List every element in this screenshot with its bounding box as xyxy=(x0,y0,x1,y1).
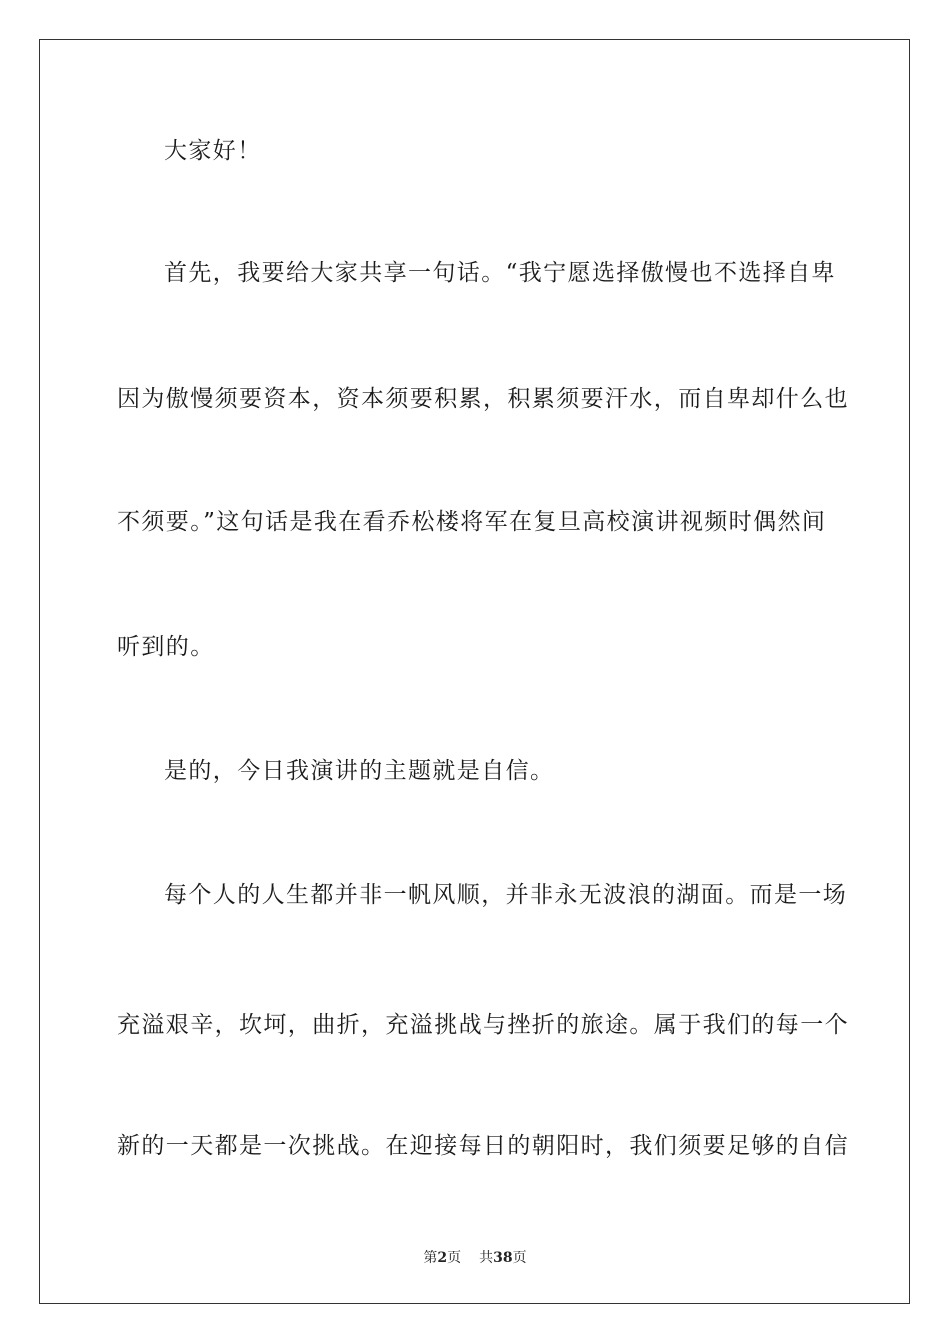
page-footer xyxy=(0,1247,950,1267)
page-frame xyxy=(39,39,910,1304)
total-prefix: 共 xyxy=(479,1250,494,1266)
page-current: 2 xyxy=(437,1250,448,1266)
paragraph-line: 不须要。”这句话是我在看乔松楼将军在复旦高校演讲视频时偶然间 xyxy=(117,509,827,535)
page-prefix: 第 xyxy=(423,1250,438,1266)
paragraph-line: 听到的。 xyxy=(117,634,215,660)
page-suffix: 页 xyxy=(447,1250,462,1266)
total-pages: 38 xyxy=(493,1250,513,1266)
total-suffix: 页 xyxy=(512,1250,527,1266)
paragraph-line: 首先，我要给大家共享一句话。“我宁愿选择傲慢也不选择自卑 xyxy=(164,260,836,286)
greeting-line: 大家好！ xyxy=(164,138,262,164)
paragraph-line: 新的一天都是一次挑战。在迎接每日的朝阳时，我们须要足够的自信 xyxy=(117,1133,849,1159)
paragraph-line: 充溢艰辛，坎坷，曲折，充溢挑战与挫折的旅途。属于我们的每一个 xyxy=(117,1012,849,1038)
paragraph-line: 是的，今日我演讲的主题就是自信。 xyxy=(164,758,555,784)
paragraph-line: 因为傲慢须要资本，资本须要积累，积累须要汗水，而自卑却什么也 xyxy=(117,386,849,412)
paragraph-line: 每个人的人生都并非一帆风顺，并非永无波浪的湖面。而是一场 xyxy=(164,882,848,908)
